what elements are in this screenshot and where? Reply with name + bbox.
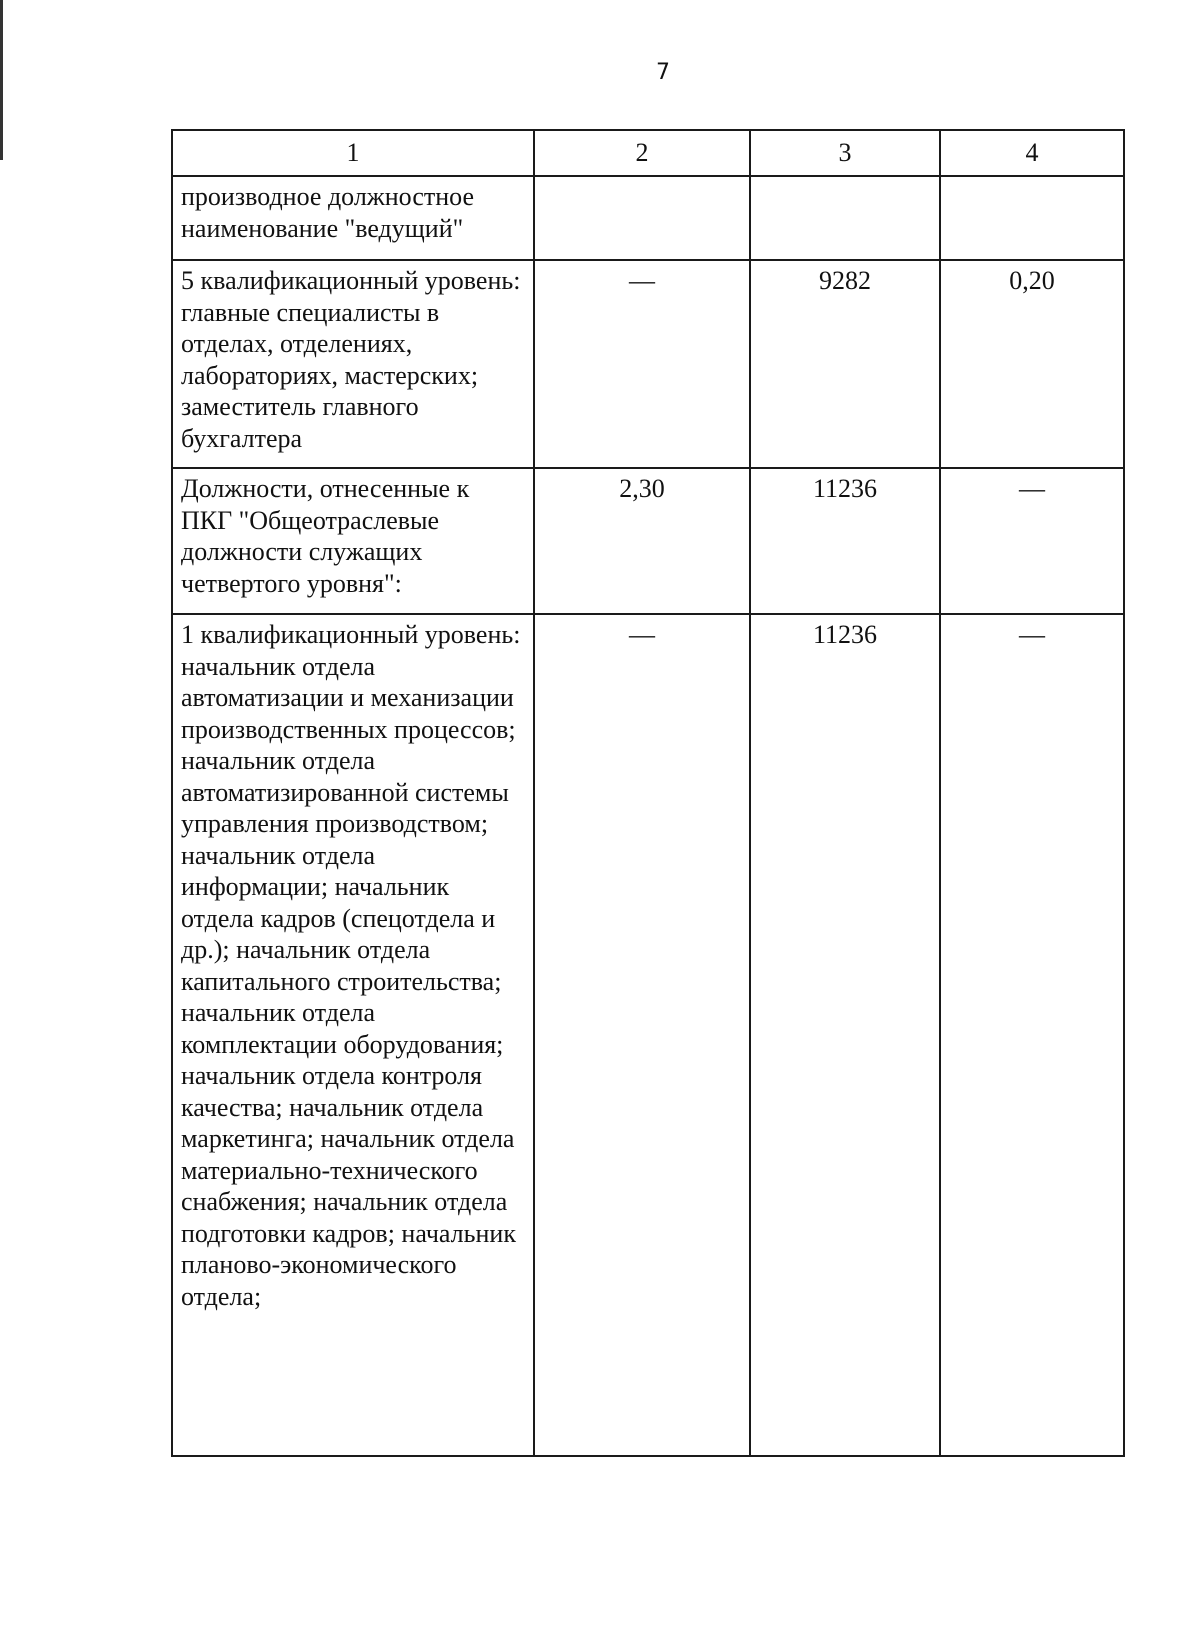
column-header-2: 2 xyxy=(534,130,750,176)
column-header-4: 4 xyxy=(940,130,1124,176)
salary-cell: 9282 xyxy=(750,260,940,468)
coefficient-cell: 2,30 xyxy=(534,468,750,614)
table-header-row xyxy=(172,130,1124,176)
salary-cell: 11236 xyxy=(750,468,940,614)
salary-table xyxy=(171,129,1125,1457)
coefficient-cell: — xyxy=(534,260,750,468)
coefficient-cell: — xyxy=(534,614,750,1456)
table-row xyxy=(172,260,1124,468)
salary-cell: 11236 xyxy=(750,614,940,1456)
increment-cell: — xyxy=(940,614,1124,1456)
salary-cell xyxy=(750,176,940,260)
position-name-cell: производное должностное наименование "ведущий" xyxy=(172,176,534,260)
position-name-cell: 1 квалификационный уровень: начальник отдела автоматизации и механизации производственных процессов; начальник отдела автоматизированной системы управления производством; начальник отдела информации; начальник отдела кадров (спецотдела и др.); начальник отдела капитального строительства; начальник отдела комплектации оборудования; начальник отдела контроля качества; начальник отдела маркетинга; начальник отдела материально-технического снабжения; начальник отдела подготовки кадров; начальник планово-экономического отдела; xyxy=(172,614,534,1456)
coefficient-cell xyxy=(534,176,750,260)
column-header-3: 3 xyxy=(750,130,940,176)
table-row xyxy=(172,176,1124,260)
increment-cell: 0,20 xyxy=(940,260,1124,468)
increment-cell xyxy=(940,176,1124,260)
column-header-1: 1 xyxy=(172,130,534,176)
position-name-cell: 5 квалификационный уровень: главные специалисты в отделах, отделениях, лабораториях, мастерских; заместитель главного бухгалтера xyxy=(172,260,534,468)
increment-cell: — xyxy=(940,468,1124,614)
position-name-cell: Должности, отнесенные к ПКГ "Общеотраслевые должности служащих четвертого уровня": xyxy=(172,468,534,614)
page-number: 7 xyxy=(656,60,670,85)
table-row xyxy=(172,614,1124,1456)
table-row xyxy=(172,468,1124,614)
